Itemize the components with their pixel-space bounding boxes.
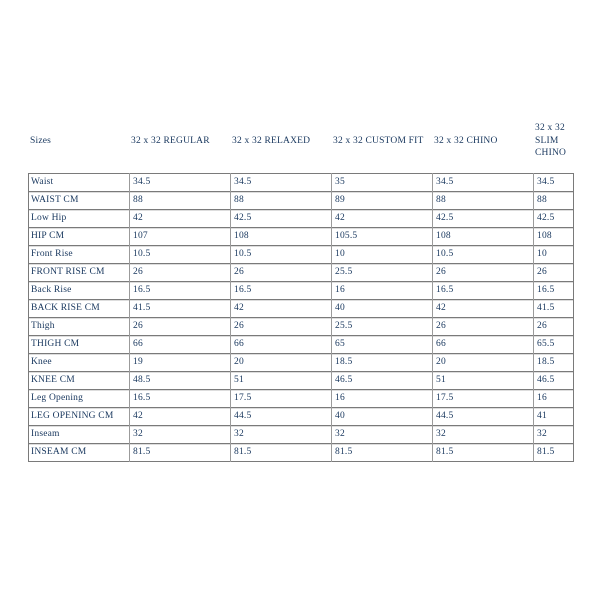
table-row: [29, 318, 574, 336]
row-label: Inseam: [29, 426, 130, 444]
measurement-cell: 17.5: [433, 390, 534, 408]
table-row: [29, 192, 574, 210]
table-row: [29, 426, 574, 444]
measurement-cell: 40: [332, 300, 433, 318]
row-label-column-header: Sizes: [30, 135, 52, 146]
column-header-regular: 32 x 32 REGULAR: [131, 135, 210, 146]
measurement-cell: 41: [534, 408, 574, 426]
measurement-cell: 35: [332, 174, 433, 192]
measurement-cell: 26: [433, 264, 534, 282]
measurement-cell: 42: [231, 300, 332, 318]
measurement-cell: 10: [534, 246, 574, 264]
measurement-cell: 10: [332, 246, 433, 264]
measurement-cell: 65: [332, 336, 433, 354]
row-label: Waist: [31, 177, 54, 187]
column-header-chino: 32 x 32 CHINO: [434, 135, 498, 146]
table-row: [29, 354, 574, 372]
table-row: [29, 264, 574, 282]
measurement-cell: 26: [433, 318, 534, 336]
measurement-cell: 81.5: [130, 444, 231, 462]
measurement-cell: 16.5: [130, 282, 231, 300]
measurement-cell: 66: [433, 336, 534, 354]
row-label: INSEAM CM: [29, 444, 130, 462]
measurement-cell: 16.5: [130, 390, 231, 408]
row-label: Leg Opening: [29, 390, 130, 408]
measurement-cell: 65.5: [534, 336, 574, 354]
table-row: [29, 372, 574, 390]
row-label: FRONT RISE CM: [29, 264, 130, 282]
measurement-cell: 34.5: [433, 174, 534, 192]
row-label: Back Rise: [29, 282, 130, 300]
measurement-cell: 48.5: [130, 372, 231, 390]
measurement-cell: 20: [231, 354, 332, 372]
column-header-custom-fit: 32 x 32 CUSTOM FIT: [333, 135, 424, 146]
measurement-cell: 88: [130, 192, 231, 210]
table-row: [29, 210, 574, 228]
measurement-cell: 17.5: [231, 390, 332, 408]
measurement-cell: 108: [231, 228, 332, 246]
measurement-cell: 10.5: [433, 246, 534, 264]
measurement-cell: 32: [433, 426, 534, 444]
measurement-cell: 34.5: [231, 174, 332, 192]
measurement-cell: 18.5: [332, 354, 433, 372]
measurement-cell: 10.5: [130, 246, 231, 264]
measurement-cell: 26: [534, 318, 574, 336]
row-label: HIP CM: [29, 228, 130, 246]
measurement-cell: 46.5: [332, 372, 433, 390]
measurement-cell: 32: [130, 426, 231, 444]
row-label: WAIST CM: [29, 192, 130, 210]
measurement-cell: 88: [231, 192, 332, 210]
measurement-cell: 32: [332, 426, 433, 444]
measurement-cell: 40: [332, 408, 433, 426]
measurement-cell: 26: [231, 264, 332, 282]
size-chart-column-headers: [28, 120, 573, 162]
table-row: [29, 444, 574, 462]
measurement-cell: 51: [433, 372, 534, 390]
measurement-cell: 81.5: [534, 444, 574, 462]
measurement-cell: 25.5: [332, 264, 433, 282]
row-label: KNEE CM: [29, 372, 130, 390]
measurement-cell: 16.5: [534, 282, 574, 300]
measurement-cell: 107: [130, 228, 231, 246]
table-row: [29, 336, 574, 354]
row-label: Front Rise: [29, 246, 130, 264]
measurement-cell: 18.5: [534, 354, 574, 372]
measurement-cell: 34.5: [534, 174, 574, 192]
measurement-cell: 51: [231, 372, 332, 390]
table-row: [29, 282, 574, 300]
measurement-cell: 81.5: [231, 444, 332, 462]
row-label: Knee: [29, 354, 130, 372]
measurement-cell: 66: [231, 336, 332, 354]
measurement-cell: 16.5: [433, 282, 534, 300]
measurement-cell: 88: [433, 192, 534, 210]
measurement-cell: 26: [130, 264, 231, 282]
measurement-cell: 26: [231, 318, 332, 336]
measurement-cell: 42.5: [534, 210, 574, 228]
table-row: [29, 174, 574, 192]
measurement-cell: 42: [433, 300, 534, 318]
measurement-cell: 46.5: [534, 372, 574, 390]
measurement-cell: 44.5: [231, 408, 332, 426]
row-label: THIGH CM: [29, 336, 130, 354]
size-chart-table: [28, 173, 574, 462]
measurement-cell: 108: [433, 228, 534, 246]
measurement-cell: 66: [130, 336, 231, 354]
table-row: [29, 246, 574, 264]
measurement-cell: 108: [534, 228, 574, 246]
measurement-cell: 32: [534, 426, 574, 444]
measurement-cell: 42: [130, 210, 231, 228]
measurement-cell: 42.5: [433, 210, 534, 228]
row-label: LEG OPENING CM: [29, 408, 130, 426]
measurement-cell: 20: [433, 354, 534, 372]
measurement-cell: 81.5: [433, 444, 534, 462]
measurement-cell: 16: [332, 390, 433, 408]
measurement-cell: 42.5: [231, 210, 332, 228]
measurement-cell: 42: [130, 408, 231, 426]
measurement-cell: 41.5: [534, 300, 574, 318]
measurement-cell: 88: [534, 192, 574, 210]
measurement-cell: 10.5: [231, 246, 332, 264]
measurement-cell: 105.5: [332, 228, 433, 246]
table-row: [29, 228, 574, 246]
column-header-slim-chino: 32 x 32 SLIM CHINO: [535, 123, 567, 159]
measurement-cell: 16.5: [231, 282, 332, 300]
column-header-relaxed: 32 x 32 RELAXED: [232, 135, 311, 146]
measurement-cell: 16: [332, 282, 433, 300]
measurement-cell: 44.5: [433, 408, 534, 426]
table-row: [29, 390, 574, 408]
measurement-cell: 89: [332, 192, 433, 210]
measurement-cell: 41.5: [130, 300, 231, 318]
measurement-cell: 42: [332, 210, 433, 228]
measurement-cell: 81.5: [332, 444, 433, 462]
row-label: Low Hip: [29, 210, 130, 228]
table-row: [29, 300, 574, 318]
measurement-cell: 26: [534, 264, 574, 282]
table-row: [29, 408, 574, 426]
row-label: BACK RISE CM: [29, 300, 130, 318]
measurement-cell: 25.5: [332, 318, 433, 336]
measurement-cell: 34.5: [130, 174, 231, 192]
measurement-cell: 26: [130, 318, 231, 336]
measurement-cell: 19: [130, 354, 231, 372]
measurement-cell: 32: [231, 426, 332, 444]
row-label: Thigh: [29, 318, 130, 336]
measurement-cell: 16: [534, 390, 574, 408]
